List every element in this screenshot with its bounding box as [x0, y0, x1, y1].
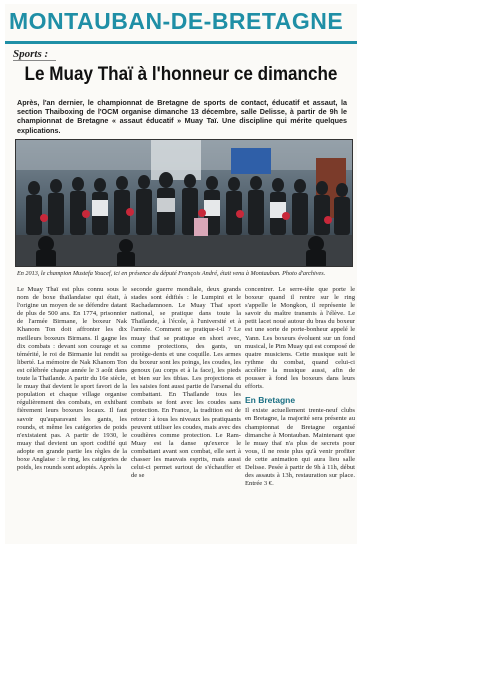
photo-caption: En 2013, le champion Mustefa Youcef, ici en présence du député François André, était venu à Montauban. Photo d'archives.: [17, 270, 326, 277]
town-title: MONTAUBAN-DE-BRETAGNE: [9, 8, 344, 34]
article-headline: Le Muay Thaï à l'honneur ce dimanche: [24, 64, 338, 85]
article-column-3: [245, 286, 355, 488]
column-3-text: concentrer. Le serre-tête que porte le boxeur quand il rentre sur le ring s'appelle le Mongkon, il représente le savoir du maître transmis à l'élève. Le petit lacet noué autour du bras du boxeur est une sorte de porte-bonheur appelé le Yann. Les boxeurs évoluent sur un fond musical, le Pim Muay qui est composé de quatre musiciens. Cette musique suit le rythme du combat, quand celui-ci accélère la musique aussi, afin de pousser à fond les boxeurs dans leurs efforts.: [245, 286, 355, 391]
subheading-bretagne: En Bretagne: [245, 395, 296, 406]
article-lead: Après, l'an dernier, le championnat de Bretagne de sports de contact, éducatif et assaut, la section Thaiboxing de l'OCM organise dimanche 13 décembre, salle Delisse, à partir de 9h le championnat de Bretagne « assaut éducatif » Muay Taï. Une discipline qui mérite quelques explications.: [17, 98, 347, 135]
column-3-bretagne-text: Il existe actuellement trente-neuf clubs en Bretagne, la majorité sera présente au championnat de Bretagne organisé dimanche à Montauban. Maintenant que le muay thaï n'a plus de secrets pour vous, il ne reste plus qu'à venir profiter de cette animation qui aura lieu salle Delisse. Pesée à partir de 9h à 11h, début des assauts à 13h, restauration sur place. Entrée 3 €.: [245, 407, 355, 488]
article-column-2: [131, 286, 241, 480]
column-1-text: Le Muay Thaï est plus connu sous le nom de boxe thaïlandaise qui était, à l'origine un moyen de se défendre datant de plus de 500 ans. En 1774, prisonnier de l'armée Birmane, le boxeur Nak Khanom Ton doit affronter les dix meilleurs boxeurs Birmans. Il gagne les dix combats : devant son courage et sa témérité, le roi de Birmanie lui rendit sa liberté. La mémoire de Nak Khanom Ton est célébrée chaque année le 3 août dans toute la Thaïlande. A partir du 16e siècle, le muay thaï devient le sport favori de la population et chaque village organise régulièrement des combats, en exhibant fièrement leurs boxeurs locaux. Il faut savoir qu'auparavant les gants, les rounds, et même les catégories de poids n'existaient pas. A partir de 1930, le muay thaï devient un sport codifié qui adopte en grande partie les règles de la boxe Anglaise : le ring, les catégories de poids, les rounds sont adoptés. Après la: [17, 286, 127, 472]
town-banner: [5, 4, 357, 44]
section-rubric: Sports :: [13, 48, 56, 61]
newspaper-clipping: [5, 4, 357, 544]
archive-photo: [15, 139, 353, 267]
article-column-1: [17, 286, 127, 472]
column-2-text: seconde guerre mondiale, deux grands stades sont édifiés : le Lumpini et le Rachadamnoen. Le Muay Thaï sport national, se pratique dans toute la Thaïlande, à l'école, à l'université et à l'armée. Comment se pratique-t-il ? Le muay thaï se pratique en short avec, comme protections, des gants, un protège-dents et une coquille. Les armes du boxeur sont les poings, les coudes, les genoux (au corps et à la face), les pieds et bien sur les tibias. Les projections et les saisies font aussi partie de l'arsenal du combattant. En Thaïlande tous les combats se font avec les coudes sans protection. En France, la tradition est de retour : à tous les niveaux les pratiquants peuvent utiliser les coudes, mais avec des coudières comme protection. Le Ram-Muay est la danse qu'exerce le combattant avant son combat, elle sert à chasser les mauvais esprits, mais aussi celui-ci permet surtout de s'échauffer et de se: [131, 286, 241, 480]
